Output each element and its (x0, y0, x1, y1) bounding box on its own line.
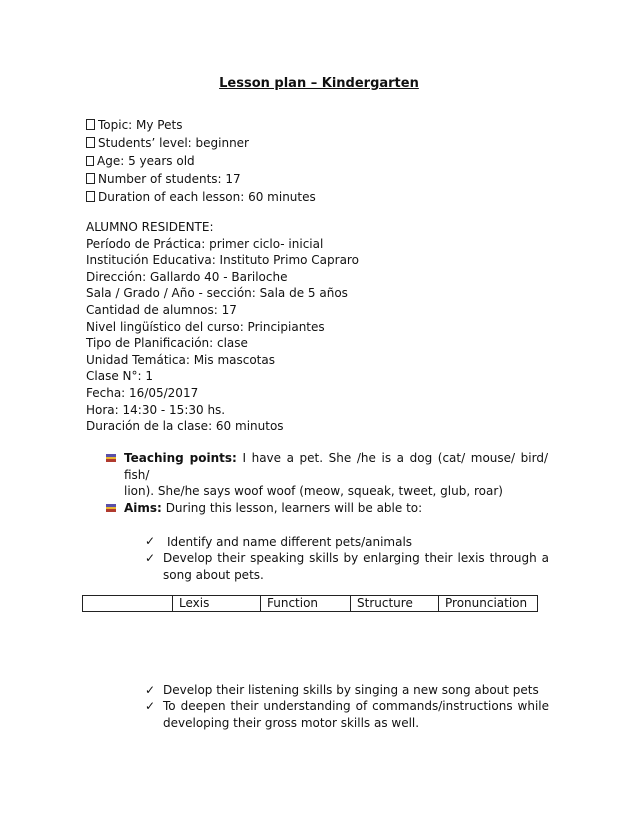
resident-line: Duración de la clase: 60 minutos (86, 419, 284, 434)
checkbox-icon (86, 173, 95, 184)
checkmark-icon: ✓ (145, 534, 156, 548)
table-header-cell: Function (261, 596, 351, 612)
aims (124, 500, 548, 517)
checkmark-icon: ✓ (145, 683, 156, 697)
table-header-cell: Lexis (173, 596, 261, 612)
resident-line: Dirección: Gallardo 40 - Bariloche (86, 269, 288, 284)
checkmark-icon: ✓ (145, 551, 156, 565)
resident-line: Nivel lingüístico del curso: Principiantes (86, 319, 325, 334)
lexis-table (82, 595, 538, 612)
table-row (83, 596, 538, 612)
info-item-students: Number of students: 17 (86, 171, 556, 188)
pencil-bullet-icon (105, 502, 117, 514)
aims-text: During this lesson, learners will be able to: (165, 501, 423, 515)
checkbox-icon (86, 156, 94, 166)
checkmark-icon: ✓ (145, 699, 156, 713)
aim-item: To deepen their understanding of commands/instructions while developing their gross motor skills as well. (163, 699, 549, 730)
table-header-cell (83, 596, 173, 612)
teaching-points-text: I have a pet. She /he is a dog (cat/ mouse/ bird/ fish/ (124, 451, 548, 482)
pencil-bullet-icon (105, 452, 117, 464)
info-item-level: Students’ level: beginner (86, 135, 556, 152)
resident-line: Clase N°: 1 (86, 369, 153, 384)
table-header-cell: Pronunciation (439, 596, 538, 612)
info-item-age: Age: 5 years old (86, 153, 556, 170)
aims-label: Aims: (124, 501, 162, 515)
checkbox-icon (86, 191, 95, 202)
resident-heading: ALUMNO RESIDENTE: (86, 220, 214, 234)
checkbox-icon (86, 137, 95, 148)
resident-line: Fecha: 16/05/2017 (86, 385, 199, 400)
teaching-points-label: Teaching points: (124, 451, 237, 465)
aim-item: Identify and name different pets/animals (167, 535, 413, 549)
info-item-duration: Duration of each lesson: 60 minutes (86, 189, 556, 206)
checkbox-icon (86, 119, 95, 130)
document-title: Lesson plan – Kindergarten (219, 76, 419, 91)
resident-line: Unidad Temática: Mis mascotas (86, 352, 275, 367)
info-item-topic: Topic: My Pets (86, 117, 556, 134)
resident-line: Período de Práctica: primer ciclo- inicial (86, 236, 324, 251)
resident-line: Sala / Grado / Año - sección: Sala de 5 años (86, 286, 348, 301)
aim-item: Develop their speaking skills by enlarging their lexis through a song about pets. (163, 551, 549, 582)
teaching-points (124, 450, 548, 500)
teaching-points-text-cont: lion). She/he says woof woof (meow, squeak, tweet, glub, roar) (124, 484, 503, 499)
aim-item: Develop their listening skills by singing a new song about pets (163, 683, 539, 697)
resident-line: Institución Educativa: Instituto Primo Capraro (86, 253, 359, 268)
table-header-cell: Structure (351, 596, 439, 612)
resident-line: Tipo de Planificación: clase (86, 336, 248, 351)
resident-line: Hora: 14:30 - 15:30 hs. (86, 402, 226, 417)
resident-info (86, 219, 556, 435)
info-list (86, 117, 556, 206)
resident-line: Cantidad de alumnos: 17 (86, 302, 237, 317)
